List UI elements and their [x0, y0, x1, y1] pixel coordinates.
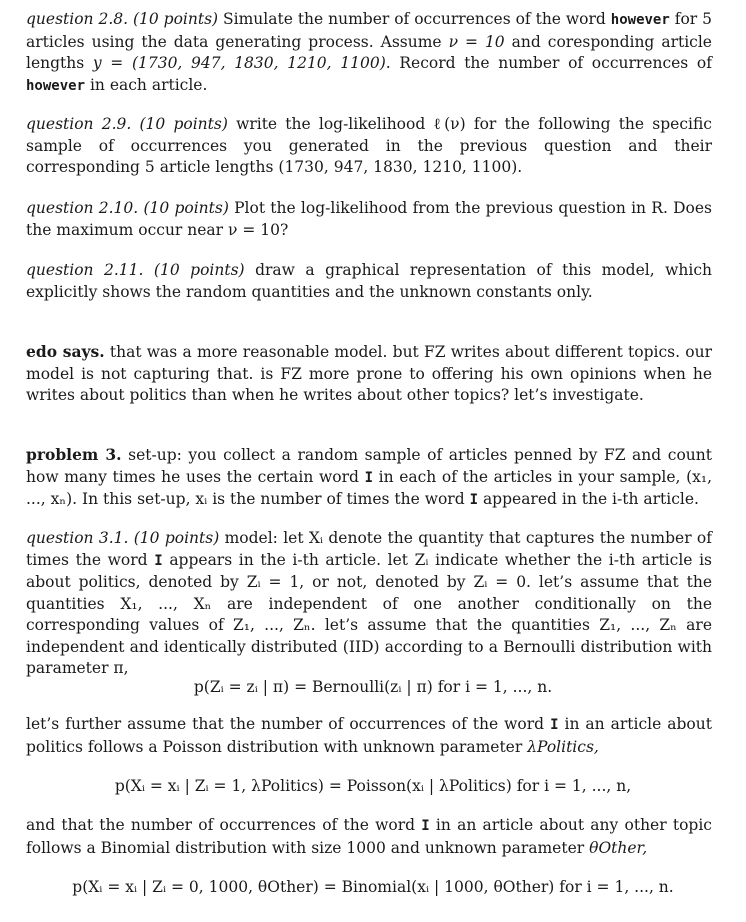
lengths-equation: y = (1730, 947, 1830, 1210, 1100).	[92, 54, 391, 72]
question-3-1-text-d: in an article about politics follows a Poisson distribution with unknown parameter	[26, 715, 712, 756]
question-2-9-heading: question 2.9. (10 points)	[26, 115, 228, 133]
question-3-1-text-c: let’s further assume that the number of occurrences of the word	[26, 715, 545, 733]
problem-3-text-c: appeared in the i-th article.	[482, 490, 699, 508]
question-2-11-text: draw a graphical representation of this model, which explicitly shows the random quantities and the unknown constants only.	[26, 261, 713, 301]
question-3-1	[26, 528, 712, 680]
lambda-politics: λPolitics,	[527, 737, 599, 756]
question-3-1-binomial	[26, 815, 712, 859]
problem-3	[26, 444, 712, 512]
question-2-10	[26, 198, 712, 241]
keyword-i-2: I	[469, 492, 478, 508]
problem-3-text-a: set-up: you collect a random sample of articles penned by FZ and count how many times he uses the certain word	[26, 446, 712, 486]
problem-3-text-b: in each of the articles in your sample, (x₁, ..., xₙ). In this set-up, xᵢ is the number of times the word	[26, 467, 712, 508]
question-2-9-text: write the log-likelihood ℓ(ν) for the following the specific sample of occurrences you generated in the previous question and their corresponding 5 article lengths (1730, 947, 1830, 1210, 1100).	[26, 115, 712, 176]
edo-says	[26, 341, 712, 407]
question-2-8-text-a: Simulate the number of occurrences of the word	[223, 10, 606, 28]
theta-other: θOther,	[589, 838, 648, 857]
question-2-8	[26, 9, 712, 97]
question-2-8-text-b: for 5 articles using the data generating process. Assume	[26, 10, 713, 51]
equation-bernoulli: p(Zᵢ = zᵢ | π) = Bernoulli(zᵢ | π) for i = 1, ..., n.	[193, 678, 553, 696]
equation-binomial: p(Xᵢ = xᵢ | Zᵢ = 0, 1000, θOther) = Binomial(xᵢ | 1000, θOther) for i = 1, ..., n.	[72, 878, 674, 896]
question-2-8-text-e: in each article.	[89, 75, 208, 94]
problem-3-heading: problem 3.	[26, 445, 122, 464]
question-3-1-text-e: and that the number of occurrences of the word	[26, 816, 416, 834]
keyword-i-3: I	[154, 552, 163, 569]
equation-poisson: p(Xᵢ = xᵢ | Zᵢ = 1, λPolitics) = Poisson(xᵢ | λPolitics) for i = 1, ..., n,	[114, 777, 632, 795]
keyword-i-5: I	[421, 818, 430, 834]
keyword-however: however	[610, 12, 670, 28]
keyword-however-2: however	[26, 77, 86, 94]
question-3-1-text-f: in an article about any other topic follows a Binomial distribution with size 1000 and unknown parameter	[26, 816, 712, 857]
question-2-8-text-d: Record the number of occurrences of	[399, 54, 712, 72]
question-2-8-text-c: and coresponding article lengths	[26, 32, 712, 72]
question-2-10-heading: question 2.10. (10 points)	[26, 199, 229, 217]
keyword-i-4: I	[550, 717, 559, 733]
nu-equation: ν = 10	[448, 32, 505, 51]
question-2-11	[26, 260, 712, 303]
keyword-i: I	[364, 469, 373, 486]
edo-says-heading: edo says.	[26, 342, 105, 361]
question-3-1-text-a: model: let Xᵢ denote the quantity that captures the number of times the word	[26, 529, 712, 569]
question-2-9	[26, 114, 712, 179]
question-2-8-heading: question 2.8. (10 points)	[26, 10, 219, 28]
question-3-1-text-b: appears in the i-th article. let Zᵢ indicate whether the i-th article is about politics, denoted by Zᵢ = 1, or not, denoted by Zᵢ = 0. let’s assume that the quantities X₁, ..., Xₙ are independent of one another conditionally on the corresponding values of Z₁, ..., Zₙ. let’s assume that the quantities Z₁, ..., Zₙ are independent and identically distributed (IID) according to a Bernoulli distribution with parameter π,	[26, 550, 712, 677]
question-3-1-poisson	[26, 714, 712, 758]
question-2-11-heading: question 2.11. (10 points)	[26, 261, 245, 279]
question-2-10-text: Plot the log-likelihood from the previous question in R. Does the maximum occur near ν = 10?	[26, 199, 712, 239]
edo-says-text: that was a more reasonable model. but FZ writes about different topics. our model is not capturing that. is FZ more prone to offering his own opinions when he writes about politics than when he writes about other topics? let’s investigate.	[26, 343, 712, 404]
question-3-1-heading: question 3.1. (10 points)	[26, 529, 220, 547]
